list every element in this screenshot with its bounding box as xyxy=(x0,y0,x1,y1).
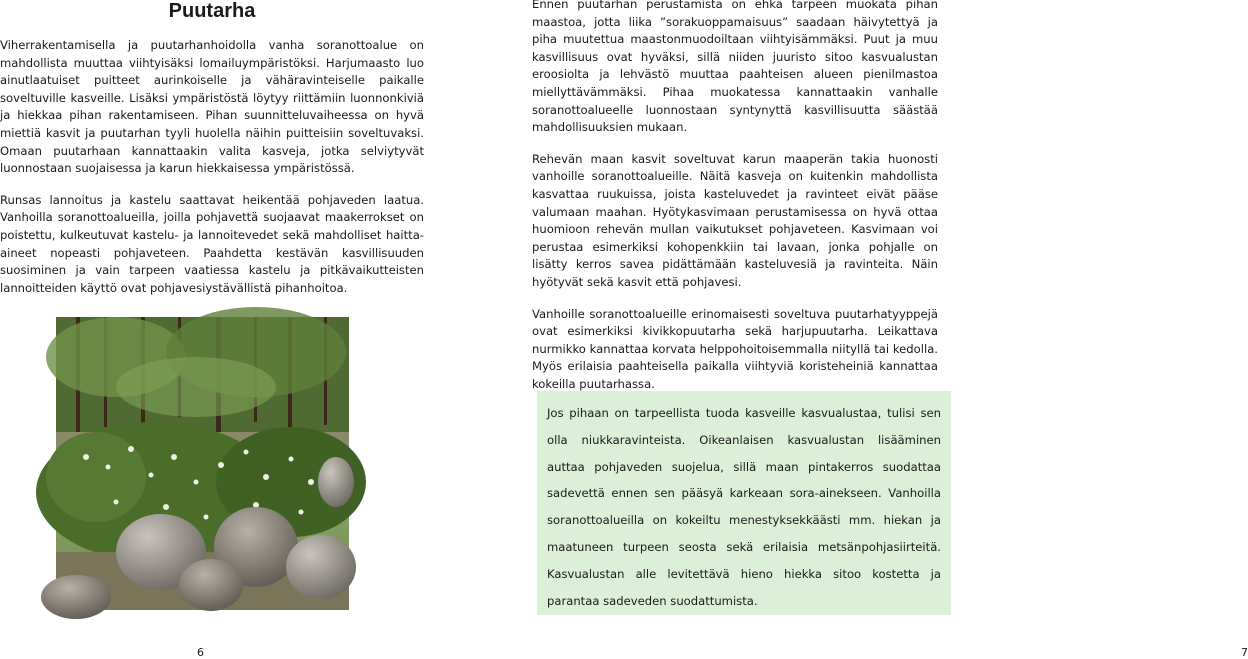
left-paragraph-2: Runsas lannoitus ja kastelu saattavat heikentää pohjaveden laatua. Vanhoilla soranottoalueilla, joilla pohjavettä suojaavat maakerrokset on poistettu, kulkeutuvat kastelu- ja lannoitevedet sekä mahdolliset haitta-aineet nopeasti pohjaveteen. Paahdetta kestävän kasvillisuuden suosiminen ja vain tarpeen vaatiessa kastelu ja pitkävaikutteisten lannoitteiden käyttö ovat pohjavesiystävällistä pihanhoitoa. xyxy=(0,192,424,295)
page-number-left: 6 xyxy=(197,646,204,659)
page-number-right: 7 xyxy=(1241,646,1248,659)
right-text-column xyxy=(532,0,938,393)
left-text-column xyxy=(0,37,424,297)
garden-photo xyxy=(56,317,349,610)
left-page xyxy=(0,0,480,657)
info-box xyxy=(537,391,951,615)
right-paragraph-1: Ennen puutarhan perustamista on ehkä tarpeen muokata pihan maastoa, jotta liika ”sorakuoppamaisuus” saadaan häivytettyä ja piha muutettua maastonmuodoiltaan viihtyisämmäksi. Puut ja muu kasvillisuus ovat hyväksi, sillä niiden juuristo sitoo kasvualustan eroosiolta ja lehvästö muuttaa paahteisen alueen pienilmastoa miellyttävämmäksi. Pihaa muokatessa kannattaakin vanhalle soranottoalueelle luonnostaan syntynyttä kasvillisuutta säästää mahdollisuuksien mukaan. xyxy=(532,0,938,135)
right-paragraph-2: Rehevän maan kasvit soveltuvat karun maaperän takia huonosti vanhoille soranottoalueille. Näitä kasveja on kuitenkin mahdollista kasvattaa ruukuissa, joista kasteluvedet ja ravinteet eivät pääse valumaan maahan. Hyötykasvimaan perustamisessa on hyvä ottaa huomioon rehevän mullan vaikutukset pohjaveteen. Kasvimaan voi perustaa esimerkiksi kohopenkkiin tai lavaan, jonka pohjalle on lisätty kerros savea pidättämään kasteluvesiä ja ravinteita. Näin hyötyvät sekä kasvit että pohjavesi. xyxy=(532,151,938,289)
info-box-text: Jos pihaan on tarpeellista tuoda kasveille kasvualustaa, tulisi sen olla niukkaravinteista. Oikeanlaisen kasvualustan lisääminen auttaa pohjaveden suojelua, sillä maan pintakerros suodattaa sadevettä ennen sen pääsyä karkeaan sora-ainekseen. Vanhoilla soranottoalueilla on kokeiltu menestyksekkäästi mm. hiekan ja maatuneen turpeen seosta sekä erilaisia metsänpohjasiirteitä. Kasvualustan alle levitettävä hieno hiekka sitoo kostetta ja parantaa sadeveden suodattumista. xyxy=(547,406,941,608)
left-paragraph-1: Viherrakentamisella ja puutarhanhoidolla vanha soranottoalue on mahdollista muuttaa viihtyisäksi lomailuympäristöksi. Harjumaasto luo ainutlaatuiset puitteet aurinkoiselle ja vähäravinteiselle paikalle soveltuville kasveille. Lisäksi ympäristöstä löytyy riittämiin luonnonkiviä ja hiekkaa pihan rakentamiseen. Pihan suunnitteluvaiheessa on hyvä miettiä kasvit ja puutarhan tyyli huolella näihin puitteisiin soveltuvaksi. Omaan puutarhaan kannattaakin valita kasveja, jotka selviytyvät luonnostaan suojaisessa ja karun hiekkaisessa ympäristössä. xyxy=(0,38,424,176)
page-title: Puutarha xyxy=(168,0,256,22)
right-paragraph-3: Vanhoille soranottoalueille erinomaisesti soveltuva puutarhatyyppejä ovat esimerkiksi kivikkopuutarha sekä harjupuutarha. Leikattava nurmikko kannattaa korvata helppohoitoisemmalla niityllä tai kedolla. Myös erilaisia paahteisella paikalla viihtyviä koristeheiniä kannattaa kokeilla puutarhassa. xyxy=(532,306,938,391)
